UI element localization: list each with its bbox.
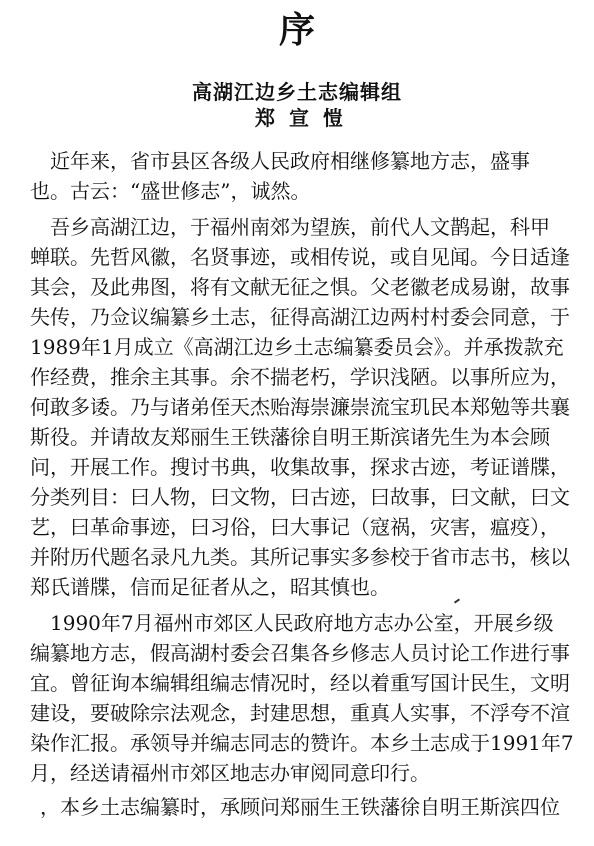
text-line: 染作汇报。承领导并编志同志的赞许。本乡土志成于1991年7 bbox=[30, 731, 574, 755]
text-line: 问，开展工作。搜讨书典，收集故事，探求古迹，考证谱牒， bbox=[30, 455, 570, 479]
preface-body bbox=[0, 146, 594, 822]
text-line: 蝉联。先哲风徽，名贤事迹，或相传说，或自见闻。今日适逢 bbox=[30, 245, 570, 269]
text-line: 月，经送请福州市郊区地志办审阅同意印行。 bbox=[30, 761, 430, 785]
text-line: 1989年1月成立《高湖江边乡土志编纂委员会》。并承拨款充 bbox=[30, 335, 564, 359]
text-line: 作经费，推余主其事。余不揣老朽，学识浅陋。以事所应为， bbox=[30, 365, 570, 389]
text-line: 1990年7月福州市郊区人民政府地方志办公室，开展乡级 bbox=[50, 611, 554, 635]
text-line: 近年来，省市县区各级人民政府相继修纂地方志，盛事 bbox=[50, 149, 530, 173]
preface-title: 序 bbox=[278, 9, 315, 51]
text-line: 并附历代题名录凡九类。其所记事实多参校于省市志书，核以 bbox=[30, 545, 570, 569]
text-line: 郑氏谱牒，信而足征者从之，昭其慎也。 bbox=[30, 575, 390, 599]
text-line: 斯役。并请故友郑丽生王铁藩徐自明王斯滨诸先生为本会顾 bbox=[30, 425, 550, 449]
text-line: 也。古云：“盛世修志”，诚然。 bbox=[30, 179, 311, 203]
author-name: 郑宣愷 bbox=[255, 106, 357, 130]
text-line: 分类列目：曰人物，曰文物，曰古迹，曰故事，曰文献，曰文 bbox=[30, 485, 570, 509]
text-line: ，本乡土志编纂时，承顾问郑丽生王铁藩徐自明王斯滨四位 bbox=[40, 795, 560, 819]
editorial-group: 高湖江边乡土志编辑组 bbox=[192, 80, 402, 104]
text-line: 何敢多诿。乃与诸弟侄天杰贻海崇濂崇流宝玑民本郑勉等共襄 bbox=[30, 395, 570, 419]
text-line: 艺，曰革命事迹，曰习俗，曰大事记（寇祸，灾害，瘟疫）， bbox=[30, 515, 560, 539]
text-line: 编纂地方志，假高湖村委会召集各乡修志人员讨论工作进行事 bbox=[30, 641, 570, 665]
text-line: 其会，及此弗图，将有文献无征之惧。父老徽老成易谢，故事 bbox=[30, 275, 570, 299]
text-line: 失传，乃佥议编纂乡土志，征得高湖江边两村村委会同意，于 bbox=[30, 305, 570, 329]
text-line: 吾乡高湖江边，于福州南郊为望族，前代人文鹊起，科甲 bbox=[50, 215, 550, 239]
text-line: 宜。曾征询本编辑组编志情况时，经以着重写国计民生，文明 bbox=[30, 671, 570, 695]
text-line: 建设，要破除宗法观念，封建思想，重真人实事，不浮夸不渲 bbox=[30, 701, 570, 725]
